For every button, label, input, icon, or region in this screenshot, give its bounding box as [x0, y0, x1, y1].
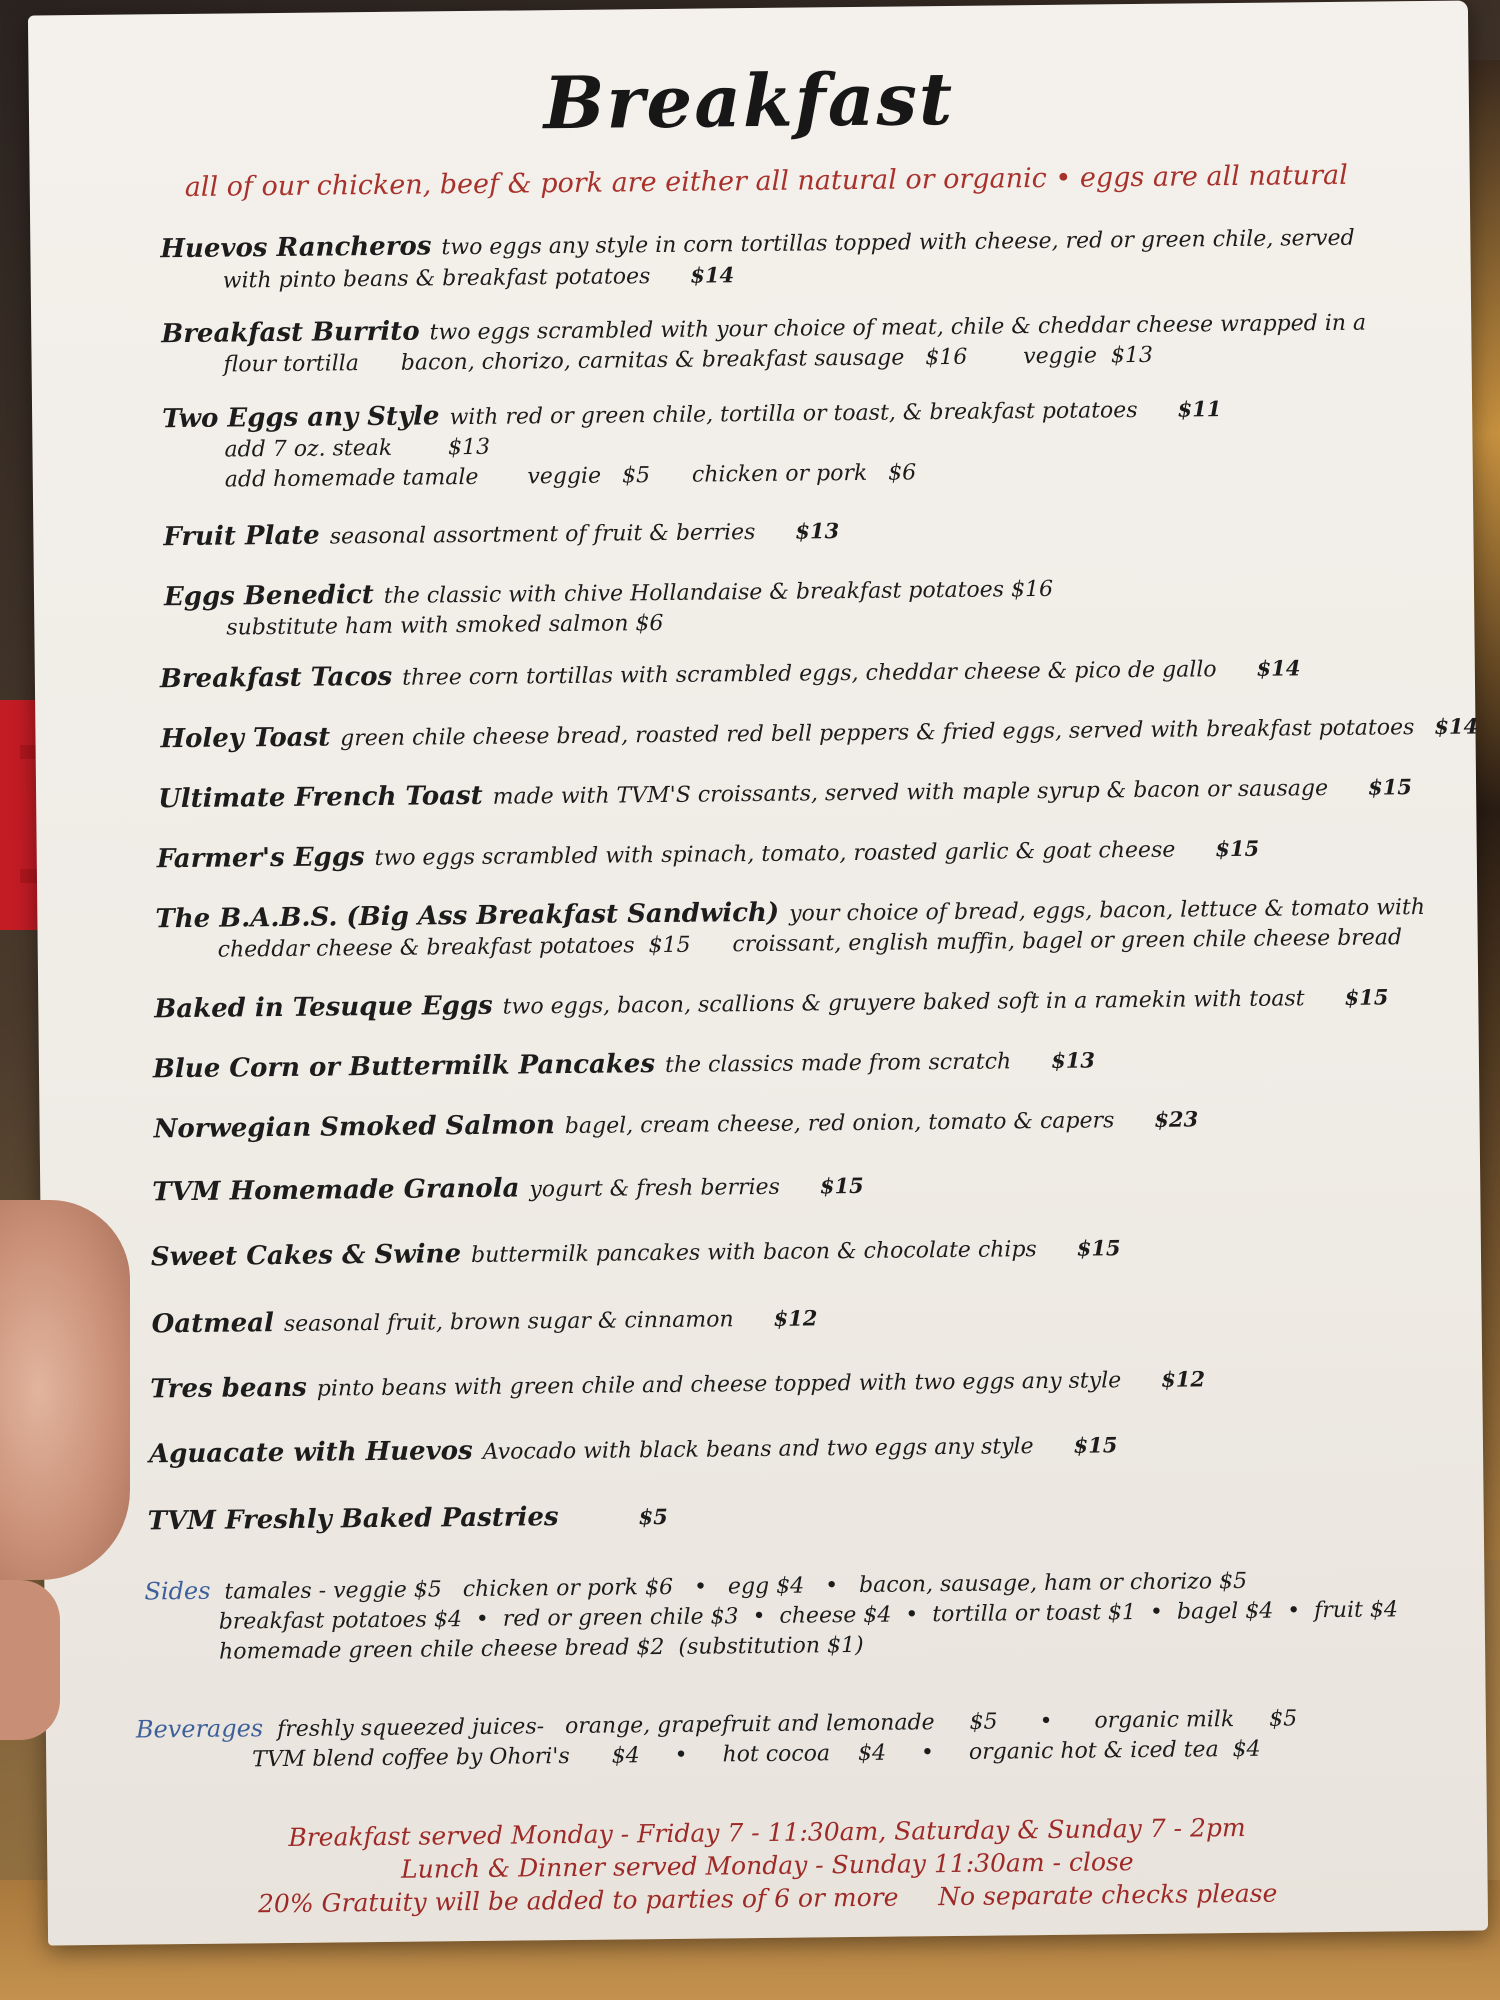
item-name: Farmer's Eggs [156, 842, 365, 875]
beverages-line: TVM blend coffee by Ohori's $4 • hot cocoa $4 • organic hot & iced tea $4 [252, 1736, 1261, 1773]
item-price: $15 [1344, 984, 1389, 1010]
menu-item [160, 222, 1355, 298]
item-desc: yogurt & fresh berries [529, 1174, 781, 1203]
menu-item [153, 1044, 1095, 1086]
sides-line: homemade green chile cheese bread $2 (substitution $1) [218, 1632, 864, 1665]
item-name: Ultimate French Toast [157, 780, 483, 815]
item-desc: green chile cheese bread, roasted red bell peppers & fried eggs, served with breakfast potatoes [340, 715, 1415, 752]
menu-item [152, 1170, 864, 1209]
sides-line: breakfast potatoes $4 • red or green chile $3 • cheese $4 • tortilla or toast $1 • bagel $4 • fruit $4 [218, 1597, 1399, 1635]
beverages-label: Beverages [135, 1714, 264, 1744]
item-desc: seasonal fruit, brown sugar & cinnamon [283, 1307, 734, 1337]
item-name: Breakfast Burrito [161, 316, 420, 350]
item-name: Breakfast Tacos [159, 661, 393, 695]
item-desc: two eggs, bacon, scallions & gruyere baked soft in a ramekin with toast [502, 986, 1305, 1020]
sides-section [144, 1563, 1398, 1668]
holding-thumb [0, 1200, 130, 1580]
item-price: $14 [1434, 713, 1479, 739]
item-price: $13 [1051, 1047, 1096, 1073]
item-desc: buttermilk pancakes with bacon & chocolate chips [470, 1237, 1037, 1269]
menu-item [153, 1103, 1198, 1146]
menu-item [155, 891, 1425, 966]
item-name: Eggs Benedict [163, 580, 374, 613]
beverages-line: freshly squeezed juices- orange, grapefruit and lemonade $5 • organic milk $5 [277, 1706, 1298, 1743]
menu-item [151, 1232, 1121, 1274]
item-desc: the classic with chive Hollandaise & breakfast potatoes $16 [383, 576, 1054, 609]
item-price: $15 [1076, 1235, 1121, 1261]
item-name: Norwegian Smoked Salmon [153, 1110, 556, 1145]
menu-item [157, 833, 1260, 877]
item-price: $15 [1073, 1432, 1118, 1458]
item-name: TVM Freshly Baked Pastries [147, 1502, 559, 1537]
sides-line: tamales - veggie $5 chicken or pork $6 • egg $4 • bacon, sausage, ham or chorizo $5 [224, 1568, 1248, 1605]
menu-item [163, 515, 839, 554]
item-price: $12 [773, 1305, 818, 1331]
sides-label: Sides [144, 1576, 211, 1606]
menu-item [160, 710, 1478, 756]
menu-subtitle: all of our chicken, beef & pork are either all natural or organic • eggs are all natural [184, 159, 1348, 203]
item-price: $12 [1161, 1366, 1206, 1392]
menu-item [162, 393, 1222, 496]
menu-item [164, 573, 1054, 644]
item-desc: two eggs scrambled with your choice of meat, chile & cheddar cheese wrapped in a [429, 310, 1367, 346]
item-sub: cheddar cheese & breakfast potatoes $15 croissant, english muffin, bagel or green chile cheese bread [217, 925, 1403, 963]
menu-item [161, 307, 1366, 382]
item-price: $15 [1215, 835, 1260, 862]
item-name: Fruit Plate [163, 520, 320, 553]
item-price: $11 [1177, 396, 1222, 422]
item-name: TVM Homemade Granola [152, 1173, 520, 1208]
item-name: Aguacate with Huevos [148, 1436, 473, 1470]
footer-gratuity: 20% Gratuity will be added to parties of 6 or more No separate checks please [257, 1878, 1278, 1919]
menu-title: Breakfast [543, 55, 955, 146]
item-price: $15 [819, 1172, 864, 1199]
menu-item [160, 652, 1301, 696]
item-price: $5 [638, 1503, 668, 1530]
menu-sheet [28, 1, 1488, 1946]
item-sub: with pinto beans & breakfast potatoes [222, 264, 651, 294]
item-sub: add homemade tamale veggie $5 chicken or pork $6 [224, 460, 917, 493]
menu-item [149, 1429, 1118, 1471]
item-sub: flour tortilla bacon, chorizo, carnitas & breakfast sausage $16 veggie $13 [223, 342, 1154, 378]
item-price: $14 [1256, 655, 1301, 681]
item-price: $13 [795, 518, 840, 544]
item-desc: made with TVM'S croissants, served with maple syrup & bacon or sausage [492, 776, 1329, 810]
item-name: Two Eggs any Style [162, 401, 440, 435]
item-name: Oatmeal [151, 1308, 275, 1340]
item-name: Tres beans [150, 1372, 307, 1405]
item-desc: two eggs any style in corn tortillas topped with cheese, red or green chile, served [441, 225, 1355, 261]
menu-item [150, 1363, 1205, 1406]
item-desc: seasonal assortment of fruit & berries [329, 520, 756, 550]
item-name: Blue Corn or Buttermilk Pancakes [152, 1049, 656, 1085]
item-name: Baked in Tesuque Eggs [154, 990, 493, 1025]
item-desc: bagel, cream cheese, red onion, tomato & capers [564, 1108, 1115, 1140]
item-desc: the classics made from scratch [664, 1049, 1012, 1078]
item-desc: with red or green chile, tortilla or toast, & breakfast potatoes [449, 397, 1138, 431]
item-sub: substitute ham with smoked salmon $6 [226, 610, 664, 641]
item-desc: two eggs scrambled with spinach, tomato, roasted garlic & goat cheese [374, 837, 1176, 872]
item-price: $23 [1154, 1106, 1199, 1132]
item-name: Holey Toast [160, 722, 331, 755]
item-sub: add 7 oz. steak $13 [224, 434, 491, 463]
menu-item [154, 981, 1388, 1026]
item-desc: Avocado with black beans and two eggs any style [482, 1434, 1034, 1465]
menu-item [158, 771, 1412, 816]
item-price: $14 [690, 262, 735, 288]
item-name: Huevos Rancheros [160, 231, 432, 265]
footer-hours: Breakfast served Monday - Friday 7 - 11:30am, Saturday & Sunday 7 - 2pm [288, 1812, 1246, 1852]
footer-lunch-hours: Lunch & Dinner served Monday - Sunday 11:30am - close [400, 1847, 1134, 1884]
menu-footer [47, 1808, 1488, 1922]
item-desc: three corn tortillas with scrambled eggs, cheddar cheese & pico de gallo [402, 657, 1217, 691]
item-price: $15 [1367, 774, 1412, 800]
menu-item [151, 1302, 817, 1341]
menu-item [148, 1501, 668, 1538]
item-desc: your choice of bread, eggs, bacon, lettuce & tomato with [789, 895, 1426, 927]
item-desc: pinto beans with green chile and cheese topped with two eggs any style [316, 1368, 1122, 1402]
holding-finger [0, 1580, 60, 1740]
item-name: The B.A.B.S. (Big Ass Breakfast Sandwich) [155, 897, 780, 935]
item-name: Sweet Cakes & Swine [150, 1239, 462, 1273]
beverages-section [136, 1702, 1298, 1776]
